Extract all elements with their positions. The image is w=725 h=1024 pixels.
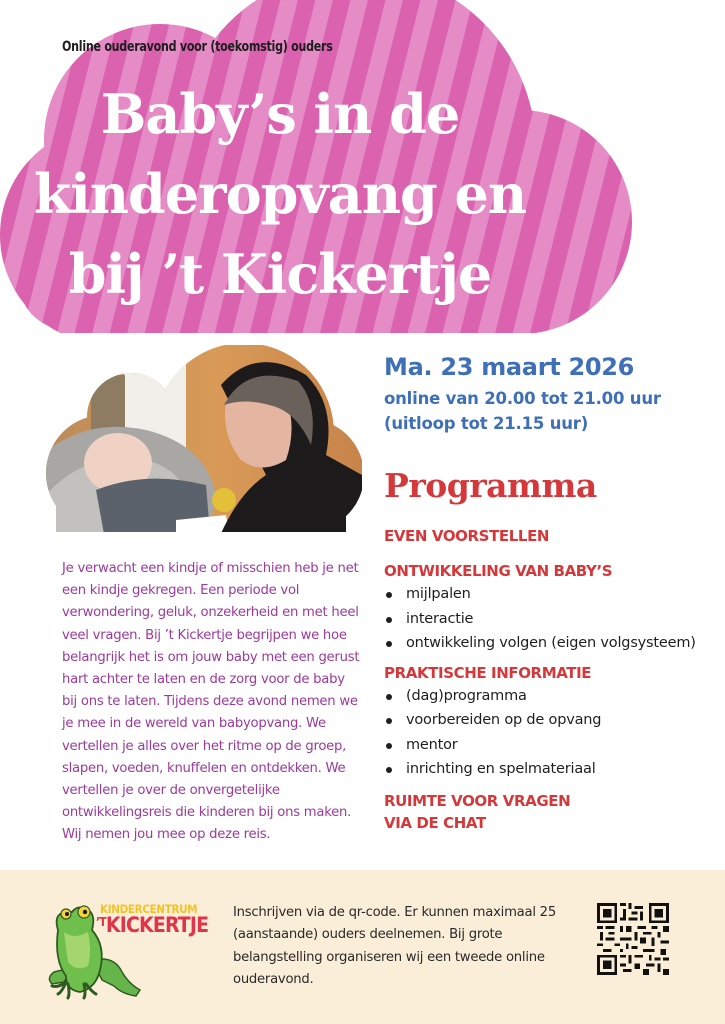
event-overrun: (uitloop tot 21.15 uur) [384, 414, 589, 433]
photo-cloud-image [36, 345, 362, 533]
title-line-1: Baby’s in de [100, 82, 460, 146]
footer-band [0, 870, 725, 1024]
development-list [384, 582, 714, 656]
program-heading-development: ONTWIKKELING VAN BABY’S [384, 562, 613, 580]
list-item: ontwikkeling volgen (eigen volgsysteem) [384, 631, 714, 656]
list-item: voorbereiden op de opvang [384, 708, 714, 733]
list-item: interactie [384, 607, 714, 632]
page-title [0, 74, 560, 314]
hero-cloud [0, 0, 725, 340]
logo-line-2 [96, 913, 208, 937]
event-date-block [384, 352, 661, 436]
event-kicker: Online ouderavond voor (toekomstig) ouders [62, 39, 333, 55]
event-time: online van 20.00 tot 21.00 uur [384, 389, 661, 408]
list-item: inrichting en spelmateriaal [384, 757, 714, 782]
photo-cloud [36, 345, 362, 533]
intro-paragraph: Je verwacht een kindje of misschien heb je net een kindje gekregen. Een periode vol verwondering, geluk, onzekerheid en met heel veel vragen. Bij ’t Kickertje begrijpen we hoe belangrijk het is om jouw baby met een gerust hart achter te laten en de zorg voor de baby bij ons te laten. Tijdens deze avond nemen we je mee in de wereld van babyopvang. We vertellen je alles over het ritme op de groep, slapen, voeden, knuffelen en ontdekken. We vertellen je over de onvergetelijke ontwikkelingsreis die kinderen bij ons maken. Wij nemen jou mee op deze reis. [62, 561, 360, 843]
program-title: Programma [384, 466, 597, 505]
logo-prefix: ’T [96, 915, 106, 929]
qr-code-icon[interactable] [596, 903, 670, 975]
title-line-3: bij ’t Kickertje [68, 242, 492, 306]
list-item: mijlpalen [384, 582, 714, 607]
logo-line-1: KINDERCENTRUM [100, 902, 198, 916]
kickertje-logo [44, 895, 214, 995]
practical-list [384, 684, 714, 782]
program-heading-questions-chat: VIA DE CHAT [384, 813, 486, 832]
list-item: (dag)programma [384, 684, 714, 709]
registration-info: Inschrijven via de qr-code. Er kunnen maximaal 25 (aanstaande) ouders deelnemen. Bij grote belangstelling organiseren wij een tweede online ouderavond. [233, 905, 556, 987]
program-heading-introductions: EVEN VOORSTELLEN [384, 527, 550, 545]
program-heading-questions: RUIMTE VOOR VRAGEN [384, 791, 571, 810]
program-heading-practical: PRAKTISCHE INFORMATIE [384, 663, 592, 682]
title-line-2: kinderopvang en [33, 162, 527, 226]
event-date: Ma. 23 maart 2026 [384, 353, 635, 381]
list-item: mentor [384, 733, 714, 758]
program-section [384, 464, 714, 834]
logo-name: KICKERTJE [105, 913, 209, 937]
